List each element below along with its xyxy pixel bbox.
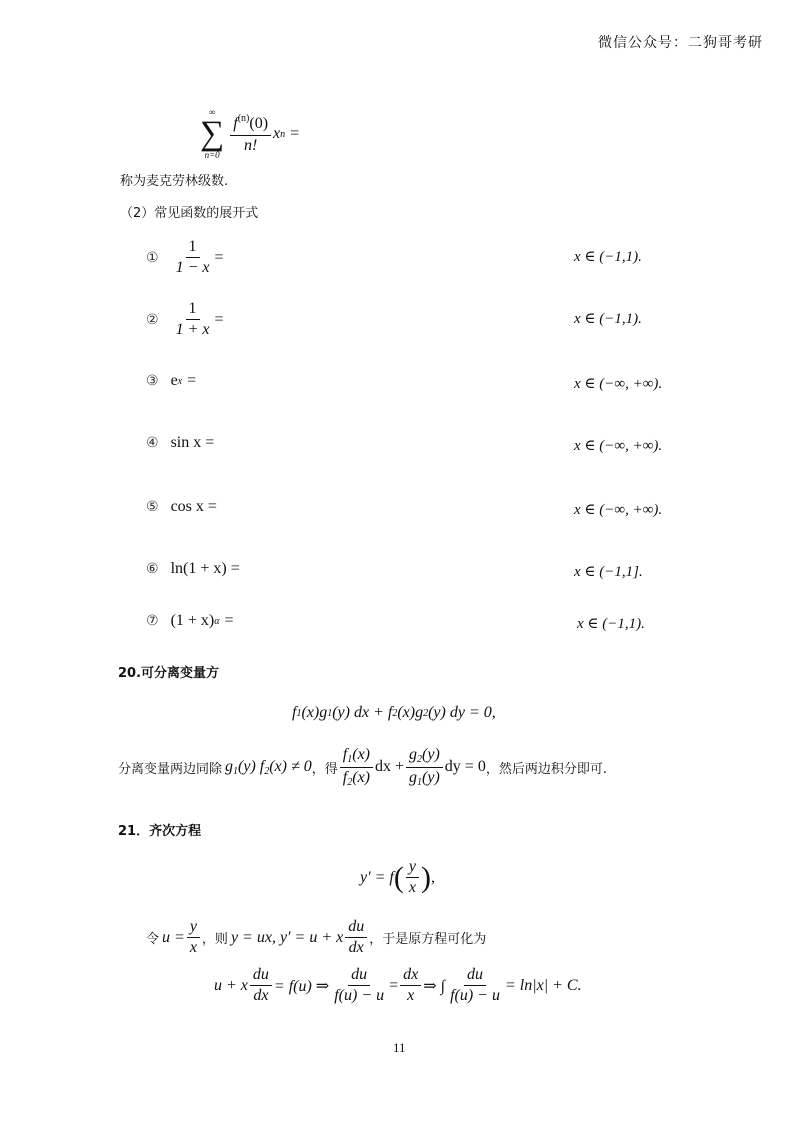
eq-e: (y) dy = 0, xyxy=(428,704,496,721)
expansion-7-base: (1 + x) xyxy=(170,612,215,629)
separation-text-post: ，然后两边积分即可. xyxy=(485,761,607,777)
frac1-den-sub: 2 xyxy=(347,776,353,788)
eq-a: f xyxy=(292,704,297,721)
expansion-7 xyxy=(146,612,234,630)
final-den3: f(u) − u xyxy=(450,987,500,1005)
frac2-num-sub: 2 xyxy=(417,754,423,765)
circled-3-marker: ③ xyxy=(146,373,159,389)
frac1-num: f xyxy=(342,746,348,763)
sum-upper: ∞ xyxy=(208,107,216,117)
subsection-label: （2）常见函数的展开式 xyxy=(120,206,259,221)
maclaurin-formula xyxy=(200,108,299,160)
sub-du: du xyxy=(345,918,367,938)
expansion-3-sup: x xyxy=(177,375,183,387)
frac2-num-tail: (y) xyxy=(422,746,440,763)
expansion-3-eq: = xyxy=(187,372,197,389)
result-text: ，于是原方程可化为 xyxy=(369,932,487,948)
expansion-4-expr: sin x = xyxy=(170,434,215,451)
expansion-6 xyxy=(146,560,240,578)
expansion-5-expr: cos x = xyxy=(170,498,217,515)
sub-dx: dx xyxy=(348,939,364,957)
expansion-2-num: 1 xyxy=(186,300,200,320)
expansion-4-range: x ∈ (−∞, +∞). xyxy=(574,438,663,454)
final-den1: f(u) − u xyxy=(334,987,385,1005)
circled-4-marker: ④ xyxy=(146,435,159,451)
final-c: = xyxy=(389,976,399,994)
final-e: = ln|x| + C. xyxy=(504,976,582,994)
expansion-2-den: 1 + x xyxy=(175,321,210,339)
series-tail: x xyxy=(273,125,281,142)
expansion-1-range: x ∈ (−1,1). xyxy=(574,249,642,265)
final-a: u + x xyxy=(214,976,248,994)
homogeneous-equation: y′ = f ( $\frac{y}{x}$ ) , xyxy=(360,858,435,897)
cond-b: (y) f xyxy=(238,757,265,775)
expansion-1 xyxy=(146,238,224,278)
eq-b: (x)g xyxy=(301,704,328,721)
frac2-den-sub: 1 xyxy=(417,776,423,788)
eq-c-sub: 2 xyxy=(392,707,398,719)
expansion-3 xyxy=(146,372,196,390)
final-b: = f(u) ⇒ xyxy=(273,977,330,995)
expansion-2-eq: = xyxy=(214,310,224,328)
frac1-num-sub: 1 xyxy=(347,754,353,765)
final-num3: du xyxy=(464,966,486,986)
section-21-heading: 21．齐次方程 xyxy=(118,824,202,839)
maclaurin-caption: 称为麦克劳林级数. xyxy=(120,174,229,189)
series-numerator: f xyxy=(233,115,238,133)
let-text: 令 xyxy=(146,932,160,948)
u-eq: u = xyxy=(162,928,185,946)
expansion-4 xyxy=(146,434,214,452)
expansion-5-range: x ∈ (−∞, +∞). xyxy=(574,502,663,518)
frac1-num-tail: (x) xyxy=(352,746,370,763)
eq-d: (x)g xyxy=(397,704,424,721)
expansion-6-expr: ln(1 + x) = xyxy=(170,560,240,577)
expansion-2 xyxy=(146,300,224,340)
final-dx: dx xyxy=(253,987,269,1005)
series-tail-sup: n xyxy=(280,128,286,140)
frac2-num: g xyxy=(409,746,418,763)
expansion-7-eq: = xyxy=(224,612,234,629)
cond-a-sub: 1 xyxy=(233,765,239,777)
final-den2: x xyxy=(407,987,415,1005)
series-denominator: n! xyxy=(243,136,258,154)
sum-sign: ∑ xyxy=(200,115,225,152)
circled-2-marker: ② xyxy=(146,311,159,328)
page-number: 11 xyxy=(393,1040,406,1055)
separation-line xyxy=(118,746,607,788)
homog-tail: , xyxy=(430,868,435,886)
eq-a-sub: 1 xyxy=(296,707,302,719)
expansion-7-range: x ∈ (−1,1). xyxy=(577,616,645,632)
expansion-7-sup: α xyxy=(214,615,220,627)
series-equals: = xyxy=(290,125,300,142)
circled-7-marker: ⑦ xyxy=(146,613,159,629)
eq-d-sub: 2 xyxy=(423,707,429,719)
homog-lhs: y′ = f xyxy=(360,868,394,886)
then-text: ，则 xyxy=(201,932,228,948)
expansion-3-range: x ∈ (−∞, +∞). xyxy=(574,376,663,392)
expansion-1-eq: = xyxy=(214,248,224,266)
expansion-6-range: x ∈ (−1,1]. xyxy=(574,564,643,580)
separation-dx: dx + xyxy=(375,758,405,775)
expansion-2-range: x ∈ (−1,1). xyxy=(574,311,642,327)
separation-text-get: ，得 xyxy=(311,761,338,777)
homog-num: y xyxy=(406,858,419,878)
sum-lower: n=0 xyxy=(204,150,220,160)
cond-c: (x) ≠ 0 xyxy=(269,757,312,775)
separable-equation xyxy=(292,704,496,722)
frac1-den-tail: (x) xyxy=(352,768,370,786)
circled-1-marker: ① xyxy=(146,249,159,266)
series-numerator-sup: (n) xyxy=(237,113,250,125)
final-d: ⇒ ∫ xyxy=(423,977,446,995)
eq-c: (y) dx + f xyxy=(332,704,393,721)
substitution-line xyxy=(146,918,486,958)
final-du: du xyxy=(250,966,272,986)
expansion-5 xyxy=(146,498,217,516)
cond-b-sub: 2 xyxy=(264,765,270,777)
separation-dy: dy = 0 xyxy=(444,758,486,775)
eq-b-sub: 1 xyxy=(327,707,333,719)
expansion-3-base: e xyxy=(170,372,178,389)
wechat-header: 微信公众号：二狗哥考研 xyxy=(598,35,763,51)
separation-text-pre: 分离变量两边同除 xyxy=(118,761,223,777)
expansion-1-den: 1 − x xyxy=(175,259,210,277)
section-20-heading: 20.可分离变量方 xyxy=(118,666,220,681)
expansion-1-num: 1 xyxy=(186,238,200,258)
series-numerator-tail: (0) xyxy=(249,115,269,133)
cond-a: g xyxy=(225,757,234,775)
circled-6-marker: ⑥ xyxy=(146,561,159,577)
final-num1: du xyxy=(348,966,370,986)
u-num: y xyxy=(187,918,200,938)
sub-expr: y = ux, y′ = u + x xyxy=(230,928,344,946)
frac2-den: g xyxy=(409,768,418,786)
u-den: x xyxy=(189,939,197,957)
homog-den: x xyxy=(408,879,416,897)
frac2-den-tail: (y) xyxy=(422,768,440,786)
circled-5-marker: ⑤ xyxy=(146,499,159,515)
final-equation xyxy=(214,966,582,1006)
final-num2: dx xyxy=(400,966,421,986)
frac1-den: f xyxy=(342,768,348,786)
